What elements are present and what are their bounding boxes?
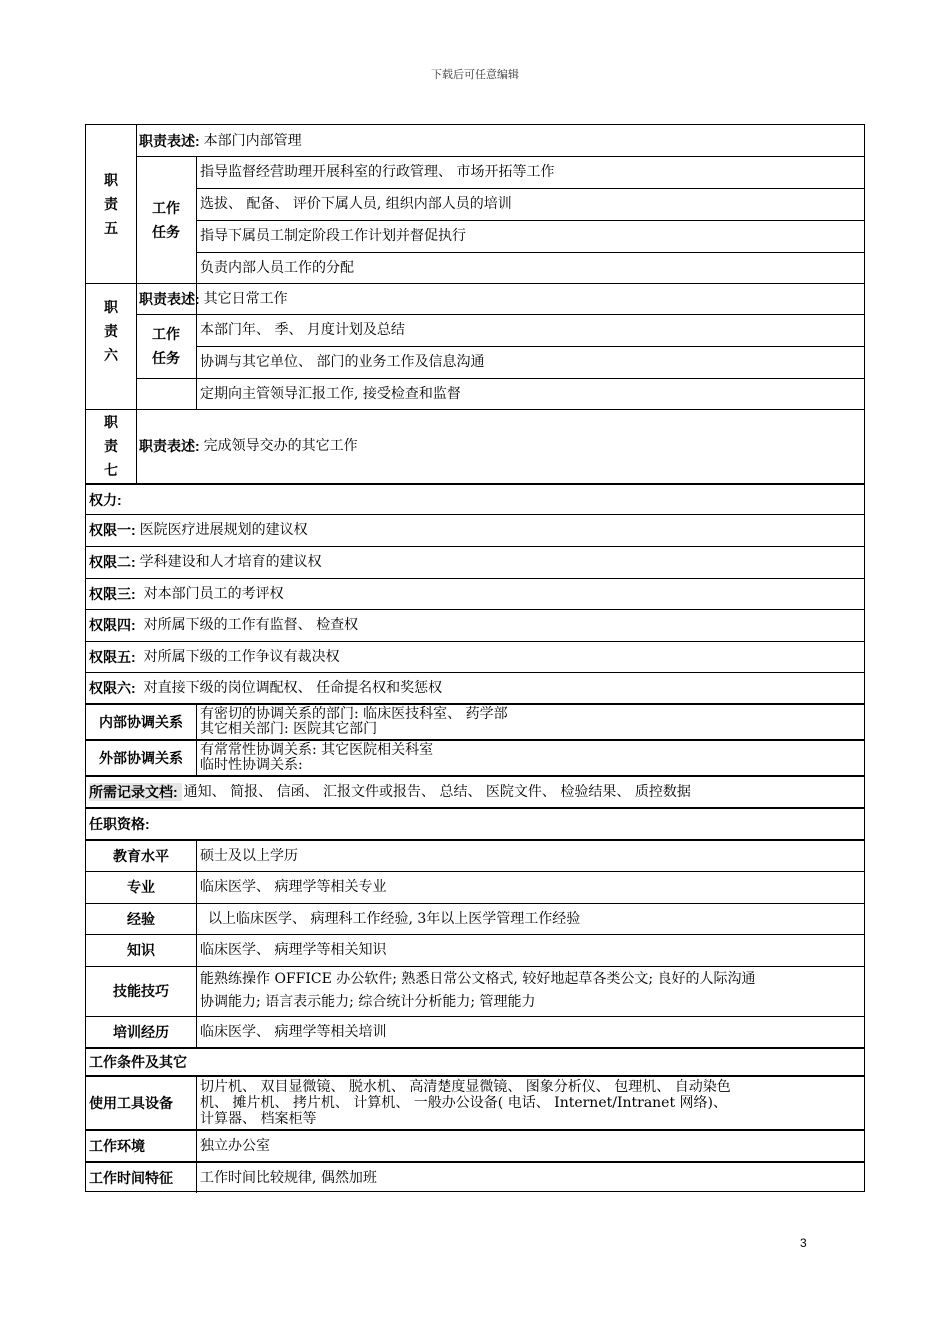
duty6-title-char: 责	[104, 322, 118, 339]
qualifications-heading: 任职资格:	[89, 816, 150, 832]
authority-item	[89, 514, 859, 546]
duty5-task-label	[136, 156, 196, 283]
duty7-desc-label: 职责表述:	[139, 438, 200, 454]
authority-item-text: 对所属下级的工作有监督、 检查权	[143, 617, 359, 633]
authority-heading: 权力:	[89, 491, 122, 508]
duty6-task: 协调与其它单位、 部门的业务工作及信息沟通	[200, 354, 485, 370]
duty7-title	[86, 409, 136, 483]
duty7-title-char: 责	[104, 438, 118, 454]
major-value: 临床医学、 病理学等相关专业	[200, 879, 387, 895]
duty5-title-char: 责	[104, 196, 118, 212]
authority-item	[89, 672, 859, 703]
duty5-title-char: 五	[104, 220, 118, 236]
authority-item-label: 权限五:	[89, 648, 136, 665]
training-label: 培训经历	[113, 1023, 169, 1040]
authority-item-label: 权限二:	[89, 554, 136, 570]
records-text: 通知、 简报、 信函、 汇报文件或报告、 总结、 医院文件、 检验结果、 质控数据	[183, 784, 691, 800]
experience-label: 经验	[127, 910, 155, 927]
conditions-heading: 工作条件及其它	[89, 1054, 187, 1070]
knowledge-label: 知识	[127, 942, 155, 958]
training-value: 临床医学、 病理学等相关培训	[200, 1023, 387, 1040]
environment-value: 独立办公室	[200, 1138, 270, 1154]
authority-item-text: 对本部门员工的考评权	[143, 585, 284, 602]
external-coord-line: 有常常性协调关系: 其它医院相关科室	[200, 742, 434, 758]
major-label: 专业	[127, 879, 155, 895]
internal-coord-line: 其它相关部门: 医院其它部门	[200, 721, 378, 737]
duty6-task-label-line: 任务	[152, 350, 180, 366]
education-label: 教育水平	[113, 848, 169, 864]
duty6-title-char: 职	[104, 298, 118, 315]
duty6-description	[139, 283, 859, 314]
duty5-description	[139, 125, 859, 156]
environment-label: 工作环境	[89, 1138, 145, 1154]
page-number: 3	[800, 1236, 807, 1250]
authority-item	[89, 641, 859, 672]
authority-item-text: 医院医疗进展规划的建议权	[139, 522, 308, 538]
skills-label: 技能技巧	[113, 983, 169, 999]
authority-item-label: 权限一:	[89, 522, 136, 538]
authority-item-text: 学科建设和人才培育的建议权	[139, 554, 322, 570]
duty5-task: 指导下属员工制定阶段工作计划并督促执行	[200, 228, 466, 244]
authority-item	[89, 609, 859, 641]
authority-item-label: 权限六:	[89, 679, 136, 696]
tools-label: 使用工具设备	[89, 1095, 173, 1111]
external-coord-line: 临时性协调关系:	[200, 757, 303, 773]
education-value: 硕士及以上学历	[200, 848, 298, 864]
internal-coord-label: 内部协调关系	[99, 714, 183, 730]
records-row	[89, 777, 859, 807]
duty5-title-char: 职	[104, 172, 118, 188]
knowledge-value: 临床医学、 病理学等相关知识	[200, 942, 387, 958]
duty6-desc-label: 职责表述:	[139, 290, 200, 307]
authority-item-text: 对直接下级的岗位调配权、 任命提名权和奖惩权	[143, 679, 443, 696]
authority-item-text: 对所属下级的工作争议有裁决权	[143, 648, 340, 665]
records-label: 所需记录文档:	[89, 783, 182, 801]
duty5-task: 指导监督经营助理开展科室的行政管理、 市场开拓等工作	[200, 164, 555, 180]
external-coord-label: 外部协调关系	[99, 750, 183, 766]
authority-item	[89, 546, 859, 578]
work-time-value: 工作时间比较规律, 偶然加班	[200, 1170, 377, 1186]
duty5-title	[86, 125, 136, 283]
duty7-description	[139, 409, 859, 483]
duty7-title-char: 职	[104, 414, 118, 430]
duty6-title-char: 六	[104, 346, 118, 363]
tools-line: 切片机、 双目显微镜、 脱水机、 高清楚度显微镜、 图象分析仪、 包理机、 自动染色	[200, 1079, 731, 1095]
duty5-desc-text: 本部门内部管理	[203, 132, 302, 149]
internal-coord-value	[200, 705, 860, 739]
duty6-task: 定期向主管领导汇报工作, 接受检查和监督	[200, 385, 461, 402]
duty5-task: 选拔、 配备、 评价下属人员, 组织内部人员的培训	[200, 196, 512, 212]
work-time-label: 工作时间特征	[89, 1170, 173, 1186]
authority-item-label: 权限三:	[89, 585, 136, 602]
duty5-desc-label: 职责表述:	[139, 132, 200, 149]
internal-coord-line: 有密切的协调关系的部门: 临床医技科室、 药学部	[200, 706, 508, 722]
tools-line: 计算器、 档案柜等	[200, 1111, 317, 1127]
experience-value: 以上临床医学、 病理科工作经验, 3年以上医学管理工作经验	[208, 910, 581, 927]
skills-line: 协调能力; 语言表示能力; 综合统计分析能力; 管理能力	[200, 994, 536, 1010]
duty5-task-label-line: 任务	[152, 223, 180, 240]
duty5-task: 负责内部人员工作的分配	[200, 259, 354, 276]
job-description-table	[85, 124, 865, 1192]
skills-value	[200, 966, 862, 1016]
authority-item	[89, 578, 859, 609]
duty6-task: 本部门年、 季、 月度计划及总结	[200, 322, 405, 338]
duty7-title-char: 七	[104, 462, 118, 478]
tools-value	[200, 1077, 862, 1129]
duty5-task-label-line: 工作	[152, 199, 180, 216]
tools-line: 机、 摊片机、 拷片机、 计算机、 一般办公设备( 电话、 Internet/Intranet 网络)、	[200, 1095, 728, 1111]
authority-item-label: 权限四:	[89, 617, 136, 633]
duty6-title	[86, 283, 136, 378]
duty7-desc-text: 完成领导交办的其它工作	[203, 438, 358, 454]
header-note: 下载后可任意编辑	[431, 68, 519, 81]
external-coord-value	[200, 741, 860, 775]
duty6-task-label	[136, 314, 196, 378]
duty6-task-label-line: 工作	[152, 326, 180, 342]
duty6-desc-text: 其它日常工作	[203, 290, 288, 307]
skills-line: 能熟练操作 OFFICE 办公软件; 熟悉日常公文格式, 较好地起草各类公文; 良好的人际沟通	[200, 971, 756, 987]
